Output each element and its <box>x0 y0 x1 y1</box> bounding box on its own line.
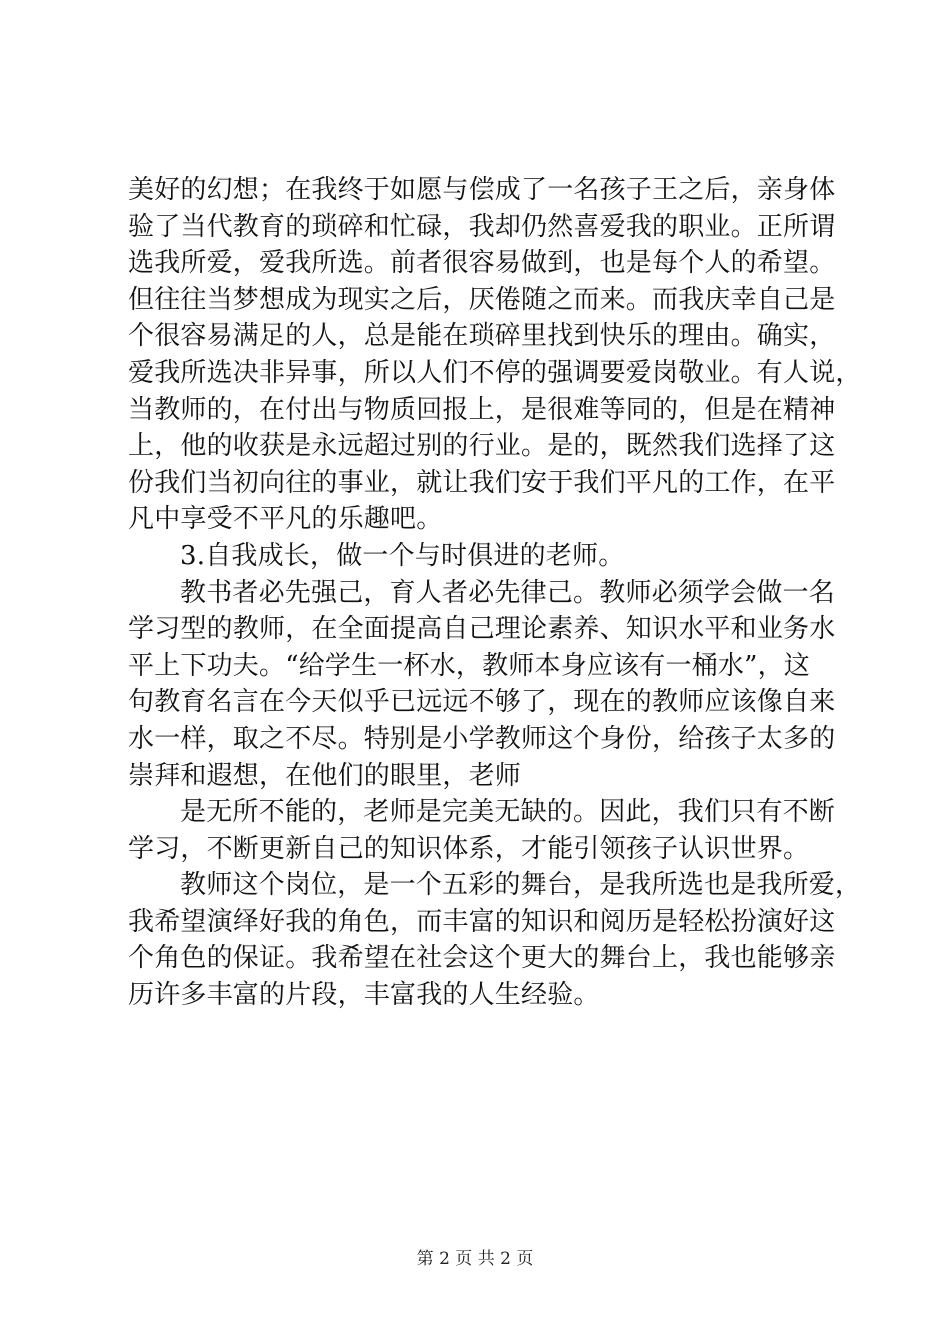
page-footer: 第 2 页 共 2 页 <box>416 1249 534 1269</box>
text-line: 教书者必先强己，育人者必先律己。教师必须学会做一名 <box>180 577 836 608</box>
document-body <box>128 172 862 1014</box>
text-line: 个很容易满足的人，总是能在琐碎里找到快乐的理由。确实， <box>128 321 836 352</box>
text-line: 验了当代教育的琐碎和忙碌，我却仍然喜爱我的职业。正所谓 <box>128 211 836 242</box>
text-line: 但往往当梦想成为现实之后，厌倦随之而来。而我庆幸自己是 <box>128 284 836 315</box>
text-line: 爱我所选决非异事，所以人们不停的强调要爱岗敬业。有人说， <box>128 357 862 388</box>
text-line: 学习，不断更新自己的知识体系，才能引领孩子认识世界。 <box>128 833 810 864</box>
text-line: 份我们当初向往的事业，就让我们安于我们平凡的工作，在平 <box>128 467 836 498</box>
text-line: 上，他的收获是永远超过别的行业。是的，既然我们选择了这 <box>128 431 836 462</box>
text-line: 凡中享受不平凡的乐趣吧。 <box>128 504 443 535</box>
text-line: 是无所不能的，老师是完美无缺的。因此，我们只有不断 <box>180 797 836 828</box>
text-line: 美好的幻想；在我终于如愿与偿成了一名孩子王之后，亲身体 <box>128 175 836 205</box>
text-line: 崇拜和遐想，在他们的眼里，老师 <box>128 760 522 791</box>
text-line: 学习型的教师，在全面提高自己理论素养、知识水平和业务水 <box>128 614 836 645</box>
text-line: 当教师的，在付出与物质回报上，是很难等同的，但是在精神 <box>128 394 836 425</box>
text-line: 平上下功夫。“给学生一杯水，教师本身应该有一桶水”，这 <box>128 650 810 681</box>
text-line: 我希望演绎好我的角色，而丰富的知识和阅历是轻松扮演好这 <box>128 906 836 937</box>
text-line: 教师这个岗位，是一个五彩的舞台，是我所选也是我所爱， <box>180 870 862 901</box>
text-line: 水一样，取之不尽。特别是小学教师这个身份，给孩子太多的 <box>128 723 836 754</box>
text-line: 选我所爱，爱我所选。前者很容易做到，也是每个人的希望。 <box>128 248 836 279</box>
text-line: 3.自我成长，做一个与时俱进的老师。 <box>180 540 625 571</box>
text-line: 历许多丰富的片段，丰富我的人生经验。 <box>128 980 600 1011</box>
text-line: 个角色的保证。我希望在社会这个更大的舞台上，我也能够亲 <box>128 943 836 974</box>
text-line: 句教育名言在今天似乎已远远不够了，现在的教师应该像自来 <box>128 687 836 718</box>
